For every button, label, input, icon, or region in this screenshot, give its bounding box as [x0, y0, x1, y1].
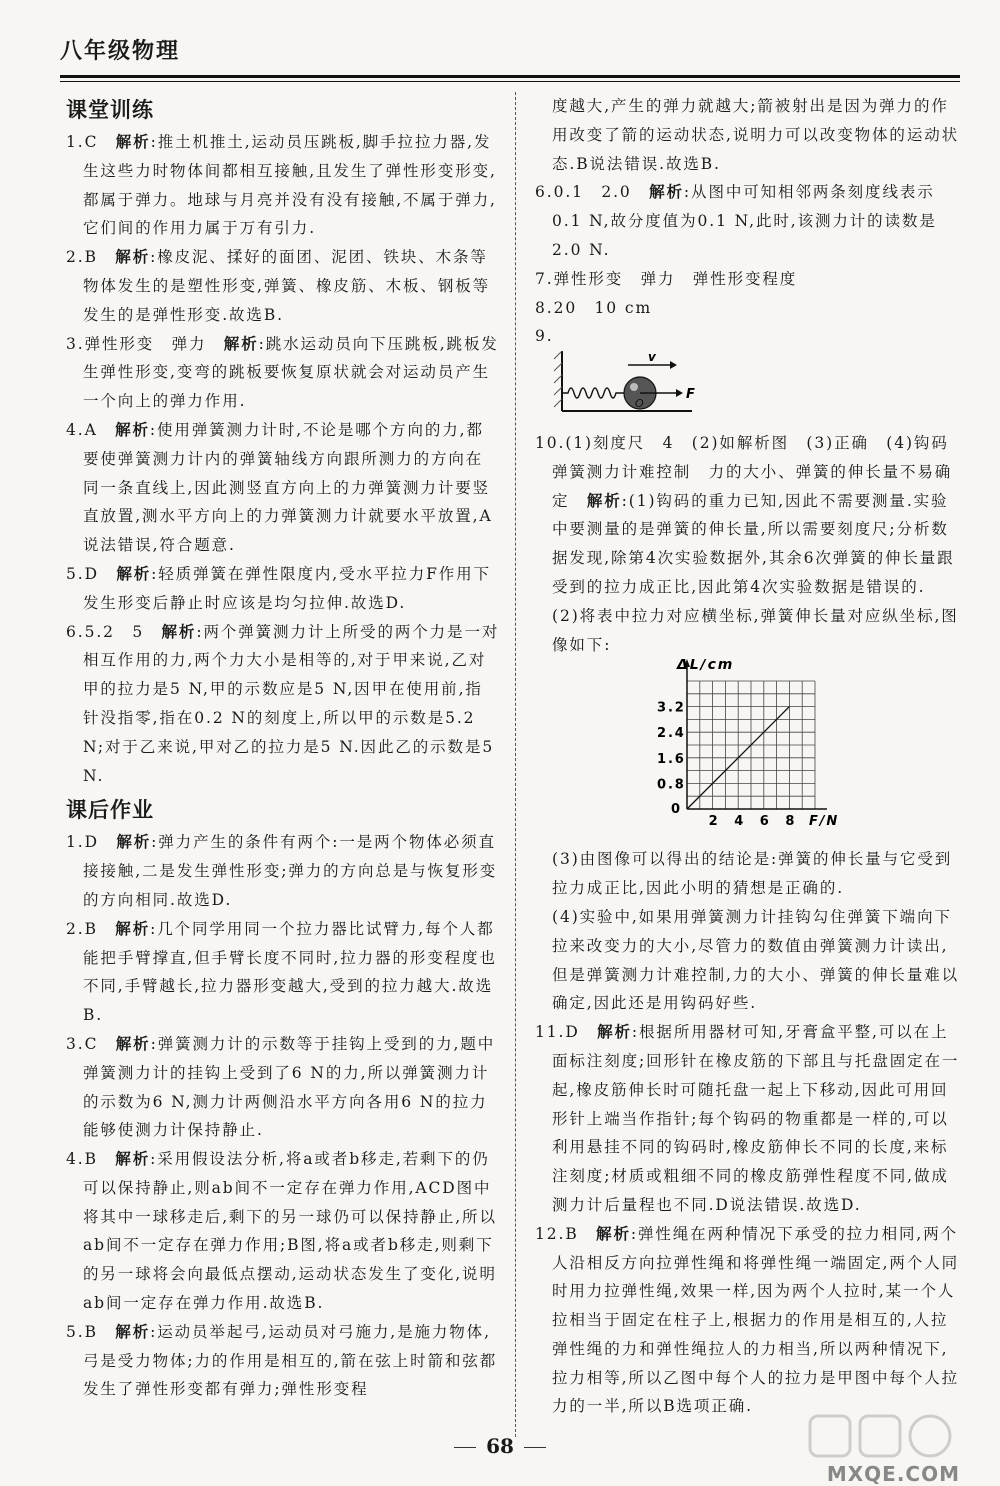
- analysis-keyword: 解析: [161, 621, 197, 641]
- spring-ball-diagram: [552, 351, 712, 419]
- q10-part3: (3)由图像可以得出的结论是:弹簧的伸长量与它受到拉力成正比,因此小明的猜想是正确的.: [552, 850, 953, 898]
- spring-ball-figure: [535, 351, 963, 429]
- homework-item-4: [66, 1145, 500, 1318]
- analysis-keyword: 解析: [223, 333, 259, 353]
- analysis-text: :(1)钩码的重力已知,因此不需要测量.实验中要测量的是弹簧的伸长量,所以需要刻度尺;分析数据发现,除第4次实验数据外,其余6次弹簧的伸长量跟受到的拉力成正比,因此第4次实验数据是错误的.: [552, 491, 955, 596]
- analysis-text: :弹性绳在两种情况下承受的拉力相同,两个人沿相反方向拉弹性绳和将弹性绳一端固定,两个人同时用力拉弹性绳,效果一样,因为两个人拉时,某一个人拉相当于固定在柱子上,根据力的作用是相互的,人拉弹性绳的力和弹性绳拉人的力相当,所以两种情况下,拉力相等,所以乙图中每个人的拉力是甲图中每个人拉力的一半,所以B选项正确.: [552, 1224, 960, 1416]
- class-training-item-2: [66, 243, 500, 329]
- analysis-keyword: 解析: [597, 1022, 632, 1042]
- answer-label: 5.D: [66, 564, 99, 583]
- answer-item-12: [535, 1220, 963, 1422]
- analysis-text: :橡皮泥、揉好的面团、泥团、铁块、木条等物体发生的是塑性形变,弹簧、橡皮筋、木板、钢板等发生的是弹性形变.故选B.: [83, 248, 491, 324]
- answer-item-11: [535, 1018, 963, 1220]
- q10-part2: (2)将表中拉力对应横坐标,弹簧伸长量对应纵坐标,图像如下:: [552, 606, 959, 654]
- header-rule-thin: [60, 81, 960, 82]
- graph-container: [535, 659, 963, 845]
- analysis-keyword: 解析: [115, 132, 151, 151]
- answer-label: 3.C: [66, 1034, 99, 1053]
- answer-item-6: [535, 178, 963, 264]
- answer-item-7: 7.弹性形变 弹力 弹性形变程度: [535, 269, 798, 288]
- column-divider: [515, 92, 516, 1437]
- answer-label: 6.5.2 5: [66, 622, 145, 641]
- y-axis-label: ΔL/cm: [677, 659, 735, 674]
- force-label: F: [686, 387, 697, 403]
- answer-label: 3.弹性形变 弹力: [66, 334, 207, 353]
- x-tick-label: 4: [734, 814, 746, 830]
- watermark-text: MXQE.COM: [826, 1462, 960, 1486]
- analysis-text: :运动员举起弓,运动员对弓施力,是施力物体,弓是受力物体;力的作用是相互的,箭在弦上时箭和弦都发生了弹性形变都有弹力;弹性形变程: [83, 1322, 498, 1399]
- homework-item-3: [66, 1030, 500, 1145]
- header-rule-thick: [60, 75, 960, 78]
- x-tick-label: 8: [785, 814, 797, 830]
- analysis-keyword: 解析: [115, 247, 151, 267]
- wall-hatch: [554, 351, 562, 407]
- section-title-class-training: 课堂训练: [66, 98, 154, 122]
- class-training-item-1: [66, 128, 500, 243]
- y-tick-label: 1.6: [657, 752, 686, 768]
- velocity-arrowhead: [670, 361, 677, 369]
- homework-item-5: [66, 1318, 500, 1404]
- analysis-keyword: 解析: [596, 1223, 631, 1243]
- answer-item-8: 8.20 10 cm: [535, 298, 653, 317]
- analysis-text: :弹力产生的条件有两个:一是两个物体必须直接接触,二是发生弹性形变;弹力的方向总是与恢复形变的方向相同.故选D.: [83, 833, 498, 909]
- analysis-keyword: 解析: [115, 918, 151, 938]
- analysis-keyword: 解析: [649, 182, 684, 202]
- answer-label: 5.B: [66, 1322, 98, 1341]
- answer-label: 2.B: [66, 919, 98, 938]
- analysis-keyword: 解析: [115, 419, 150, 439]
- x-tick-label: 6: [759, 814, 771, 830]
- analysis-keyword: 解析: [586, 490, 622, 510]
- analysis-keyword: 解析: [115, 1149, 151, 1169]
- analysis-text: :轻质弹簧在弹性限度内,受水平拉力F作用下发生形变后静止时应该是均匀拉伸.故选D.: [83, 564, 491, 612]
- class-training-item-5: [66, 560, 500, 618]
- answer-label: 1.D: [66, 833, 99, 852]
- x-tick-label: 2: [708, 814, 720, 830]
- spring-coil: [562, 388, 624, 398]
- answer-label: 4.A: [66, 420, 98, 439]
- analysis-text: :弹簧测力计的示数等于挂钩上受到的力,题中弹簧测力计的挂钩上受到了6 N的力,所以弹簧测力计的示数为6 N,测力计两侧沿水平方向各用6 N的拉力能够使测力计保持静止.: [83, 1034, 496, 1140]
- page-number: 68: [0, 1434, 1000, 1458]
- analysis-keyword: 解析: [115, 1321, 151, 1341]
- force-arrowhead: [676, 389, 683, 397]
- ball-highlight: [630, 383, 638, 391]
- velocity-label: v: [648, 351, 658, 365]
- q10-part4: (4)实验中,如果用弹簧测力计挂钩勾住弹簧下端向下拉来改变力的大小,尽管力的数值由弹簧测力计读出,但是弹簧测力计难控制,力的大小、弹簧的伸长量难以确定,因此还是用钩码好些.: [552, 907, 960, 1013]
- answer-item-9: 9.: [535, 327, 554, 346]
- left-column: [66, 92, 500, 1404]
- class-training-list: [66, 128, 500, 790]
- section-title-homework: 课后作业: [66, 798, 154, 823]
- class-training-item-3: [66, 330, 500, 416]
- homework-list: [66, 828, 500, 1404]
- analysis-keyword: 解析: [116, 563, 152, 583]
- analysis-text: :跳水运动员向下压跳板,跳板发生弹性形变,变弯的跳板要恢复原状就会对运动员产生一个向上的弹力作用.: [83, 334, 499, 411]
- class-training-item-6: [66, 618, 500, 791]
- answer-label: 11.D: [535, 1023, 580, 1042]
- answer-label: 1.C: [66, 133, 99, 151]
- analysis-text: :从图中可知相邻两条刻度线表示0.1 N,故分度值为0.1 N,此时,该测力计的读数是2.0 N.: [552, 183, 937, 259]
- answer-label: 6.0.1 2.0: [535, 183, 632, 202]
- homework-item-2: [66, 915, 500, 1030]
- analysis-keyword: 解析: [115, 1033, 151, 1053]
- q5-continued: 度越大,产生的弹力就越大;箭被射出是因为弹力的作用改变了箭的运动状态,说明力可以改变物体的运动状态.B说法错误.故选B.: [552, 97, 960, 173]
- y-tick-label: 3.2: [657, 700, 686, 716]
- analysis-text: :推土机推土,运动员压跳板,脚手拉拉力器,发生这些力时物体间都相互接触,且发生了弹性形变形变,都属于弹力。地球与月亮并没有没有接触,不属于弹力,它们间的作用力属于万有引力.: [83, 133, 497, 238]
- center-label: O: [635, 397, 646, 411]
- y-tick-label: 0.8: [657, 777, 686, 793]
- answer-item-10: [535, 429, 967, 602]
- answer-label: 10.(1)刻度尺 4 (2)如解析图 (3)正确 (4)钩码 弹簧测力计难控制 力的大小、弹簧的伸长量不易确定: [535, 433, 967, 510]
- analysis-text: :根据所用器材可知,牙膏盒平整,可以在上面标注刻度;回形针在橡皮筋的下部且与托盘固定在一起,橡皮筋伸长时可随托盘一起上下移动,因此可用回形针上端当作指针;每个钩码的物重都是一样的,可以利用悬挂不同的钩码时,橡皮筋伸长不同的长度,来标注刻度;材质或粗细不同的橡皮筋弹性程度不同,做成测力计后量程也不同.D说法错误.故选D.: [552, 1023, 960, 1214]
- analysis-keyword: 解析: [116, 832, 152, 852]
- right-column: [535, 92, 967, 1421]
- analysis-text: :两个弹簧测力计上所受的两个力是一对相互作用的力,两个力大小是相等的,对于甲来说,乙对甲的拉力是5 N,甲的示数应是5 N,因甲在使用前,指针没指零,指在0.2 N的刻度上,所以甲的示数是5.2 N;对于乙来说,甲对乙的拉力是5 N.因此乙的示数是5 N.: [83, 622, 500, 785]
- answer-label: 4.B: [66, 1150, 98, 1169]
- line-chart: [653, 659, 873, 845]
- answer-label: 12.B: [535, 1224, 579, 1243]
- origin-label: 0: [671, 802, 682, 818]
- homework-item-1: [66, 828, 500, 914]
- x-axis-label: F/N: [809, 814, 840, 830]
- y-tick-label: 2.4: [657, 726, 686, 742]
- analysis-text: :使用弹簧测力计时,不论是哪个方向的力,都要使弹簧测力计内的弹簧轴线方向跟所测力的方向在同一条直线上,因此测竖直方向上的力弹簧测力计要竖直放置,测水平方向上的力弹簧测力计就要水平放置,A说法错误,符合题意.: [83, 420, 493, 555]
- header-title: 八年级物理: [60, 38, 181, 64]
- analysis-text: :几个同学用同一个拉力器比试臂力,每个人都能把手臂撑直,但手臂长度不同时,拉力器的形变程度也不同,手臂越长,拉力器形变越大,受到的拉力越大.故选B.: [83, 919, 497, 1025]
- class-training-item-4: [66, 416, 500, 560]
- analysis-text: :采用假设法分析,将a或者b移走,若剩下的仍可以保持静止,则ab间不一定存在弹力作用,ACD图中将其中一球移走后,剩下的另一球仍可以保持静止,所以ab间不一定存在弹力作用;B图,将a或者b移走,则剩下的另一球将会向最低点摆动,运动状态发生了变化,说明ab间一定存在弹力作用.故选B.: [83, 1150, 497, 1313]
- answer-label: 2.B: [66, 248, 98, 267]
